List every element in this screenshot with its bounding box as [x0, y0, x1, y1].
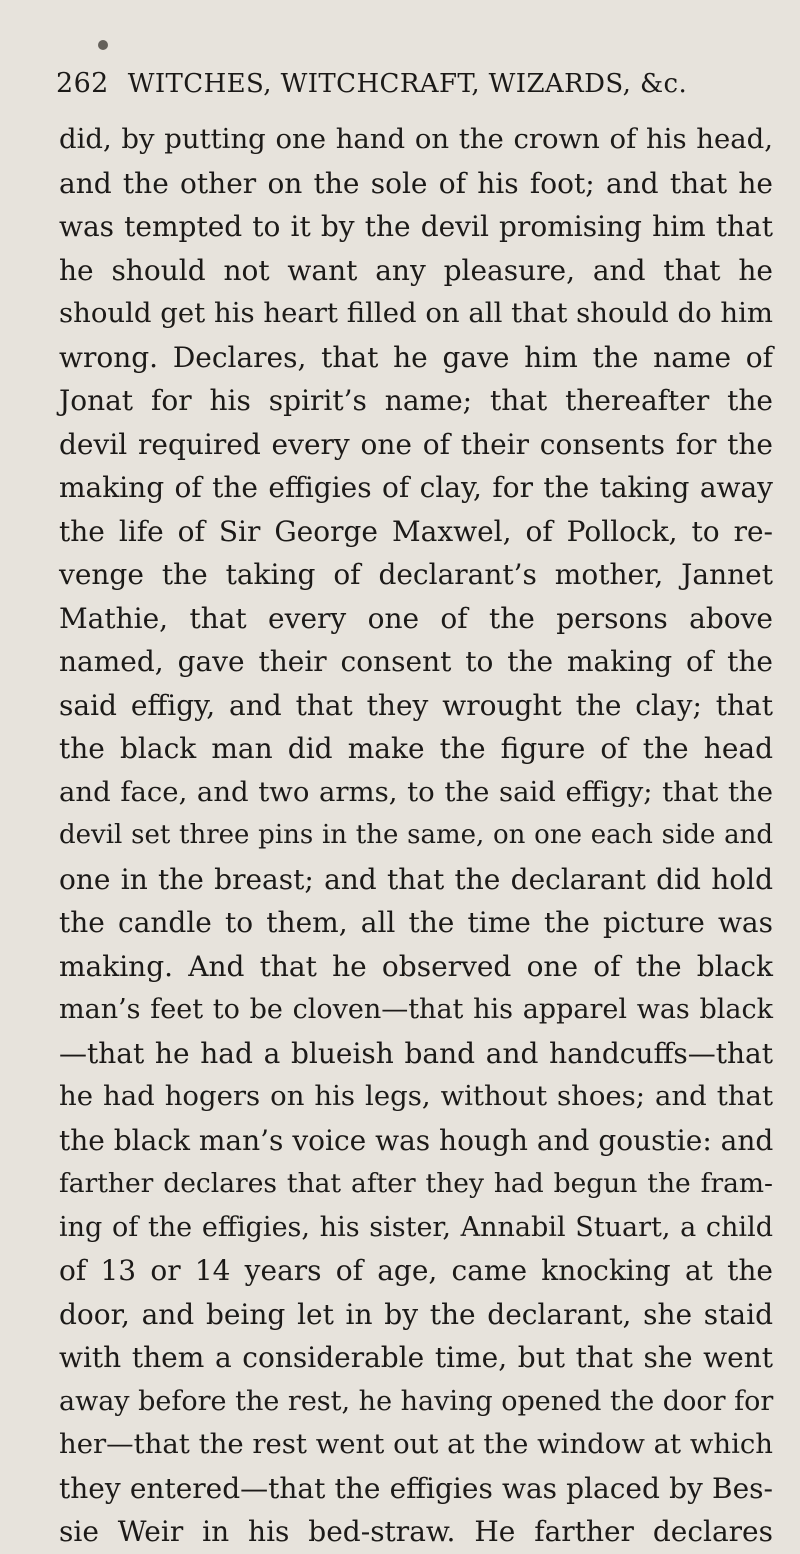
text-line: door, and being let in by the declarant, she staid — [59, 1297, 773, 1331]
body-text — [59, 118, 773, 1554]
text-line: he had hogers on his legs, without shoes; and that — [59, 1080, 773, 1112]
text-line: wrong. Declares, that he gave him the name of — [59, 340, 773, 374]
ink-spot — [98, 40, 108, 50]
text-line: away before the rest, he having opened the door for — [59, 1385, 774, 1417]
text-line: with them a considerable time, but that she went — [59, 1341, 773, 1374]
text-line: sie Weir in his bed-straw. He farther declares — [59, 1515, 773, 1548]
text-line: they entered—that the effigies was placed by Bes- — [59, 1471, 773, 1505]
running-title: WITCHES, WITCHCRAFT, WIZARDS, &c. — [127, 69, 688, 99]
text-line: the black man’s voice was hough and goustie: and — [59, 1123, 774, 1157]
text-line: did, by putting one hand on the crown of his head, — [59, 123, 773, 155]
text-line: and face, and two arms, to the said effigy; that the — [59, 775, 773, 808]
text-line: should get his heart filled on all that should do him — [59, 297, 773, 329]
text-line: the black man did make the figure of the head — [59, 732, 773, 765]
text-line: making of the effigies of clay, for the taking away — [59, 471, 773, 504]
text-line: was tempted to it by the devil promising him that — [59, 210, 773, 243]
text-line: the life of Sir George Maxwel, of Pollock, to re- — [59, 514, 773, 548]
text-line: said effigy, and that they wrought the clay; that — [59, 688, 773, 722]
text-line: devil set three pins in the same, on one each side and — [59, 820, 773, 850]
text-line: making. And that he observed one of the black — [59, 949, 773, 983]
text-line: ing of the effigies, his sister, Annabil Stuart, a child — [59, 1211, 773, 1243]
text-line: her—that the rest went out at the window at which — [59, 1428, 773, 1460]
text-line: venge the taking of declarant’s mother, Jannet — [59, 558, 773, 591]
text-line: devil required every one of their consents for the — [59, 427, 773, 461]
text-line: one in the breast; and that the declarant did hold — [59, 862, 773, 896]
running-header — [56, 62, 776, 106]
text-line: —that he had a blueish band and handcuffs—that — [59, 1036, 773, 1070]
text-line: farther declares that after they had begun the fram- — [59, 1168, 773, 1199]
text-line: Jonat for his spirit’s name; that thereafter the — [59, 384, 773, 417]
text-line: of 13 or 14 years of age, came knocking at the — [59, 1254, 773, 1287]
text-line: and the other on the sole of his foot; and that he — [59, 166, 773, 200]
text-line: Mathie, that every one of the persons above — [59, 601, 773, 635]
text-line: the candle to them, all the time the picture was — [59, 906, 773, 939]
text-line: named, gave their consent to the making of the — [59, 645, 773, 678]
text-line: man’s feet to be cloven—that his apparel was black — [59, 994, 773, 1025]
text-line: he should not want any pleasure, and that he — [59, 253, 773, 287]
page-number: 262 — [56, 68, 109, 99]
